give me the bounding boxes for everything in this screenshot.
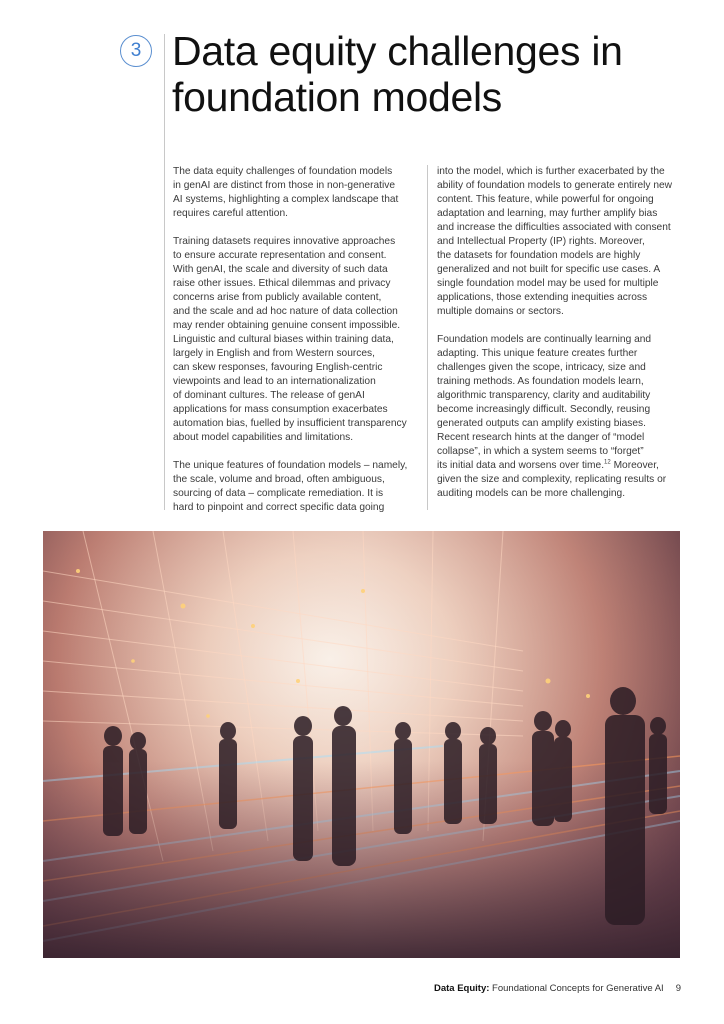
chapter-number-badge <box>120 35 152 67</box>
footnote-ref: 12 <box>604 459 611 466</box>
paragraph: Training datasets requires innovative approaches to ensure accurate representation and consent. With genAI, the scale and diversity of such data raise other issues. Ethical dilemmas and privacy concerns arise from publicly available content, and the scale and ad hoc nature of data collection may render obtaining genuine consent impossible. Linguistic and cultural biases within training data, largely in English and from Western sources, can skew responses, favouring English-centric viewpoints and lead to an internationalization of dominant cultures. The release of genAI applications for mass consumption exacerbates automation bias, fuelled by insufficient transparency about model capabilities and limitations. <box>173 236 407 443</box>
paragraph: The unique features of foundation models – namely, the scale, volume and broad, often ambiguous, sourcing of data – complicate remediation. It is hard to pinpoint and correct specific data going <box>173 460 408 513</box>
paragraph: The data equity challenges of foundation models in genAI are distinct from those in non-generative AI systems, highlighting a complex landscape that requires careful attention. <box>173 166 399 219</box>
page-title: Data equity challenges in foundation models <box>172 28 623 120</box>
paragraph-text: Moreover, given the size and complexity, replicating results or auditing models can be more challenging. <box>437 460 667 499</box>
page-footer <box>434 983 681 994</box>
footer-publication-bold: Data Equity: <box>433 983 490 994</box>
body-column-right <box>437 165 687 515</box>
paragraph: into the model, which is further exacerbated by the ability of foundation models to generate entirely new content. This feature, while powerful for ongoing adaptation and learning, may further amplify bias and increase the difficulties associated with consent and Intellectual Property (IP) rights. Moreover, the datasets for foundation models are highly generalized and not built for specific use cases. A single foundation model may be used for multiple applications, those extending inequities across multiple domains or sectors. <box>437 166 673 317</box>
hero-photo-people-data-streams <box>43 531 680 958</box>
page-number: 9 <box>675 983 681 994</box>
footer-publication-title: Foundational Concepts for Generative AI <box>489 983 664 994</box>
title-divider <box>164 34 165 510</box>
body-column-left <box>173 165 421 529</box>
paragraph <box>437 333 687 501</box>
paragraph-text: Foundation models are continually learning and adapting. This unique feature creates further challenges given the scope, intricacy, size and training methods. As foundation models learn, algorithmic transparency, clarity and auditability become increasingly difficult. Secondly, reusing generated outputs can amplify existing biases. Recent research hints at the danger of “model collapse”, in which a system seems to “forget” its initial data and worsens over time. <box>437 334 652 471</box>
chapter-number: 3 <box>130 40 142 61</box>
column-divider <box>427 165 428 510</box>
